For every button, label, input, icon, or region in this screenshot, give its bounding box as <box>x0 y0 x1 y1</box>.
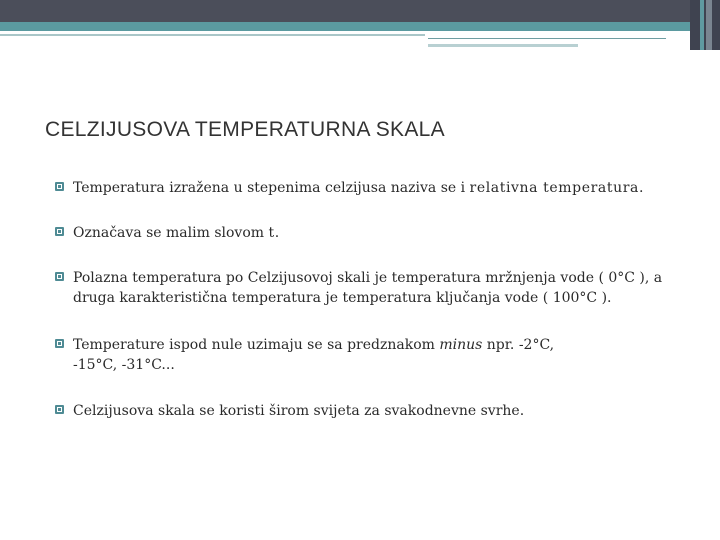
bullet-item <box>55 178 695 198</box>
bullet-item <box>55 223 695 243</box>
checkbox-bullet-icon <box>55 272 64 281</box>
checkbox-bullet-icon <box>55 339 64 348</box>
bullet-text: npr. -2°C, <box>482 337 555 353</box>
bullet-emphasis: relativna temperatura <box>469 180 639 196</box>
bullet-italic: minus <box>439 337 483 353</box>
checkbox-bullet-icon <box>55 405 64 414</box>
bullet-item <box>55 268 695 308</box>
bullet-text-line2: druga karakteristična temperatura je temperatura ključanja vode ( 100°C ). <box>73 290 612 306</box>
bullet-item <box>55 335 695 375</box>
bullet-list <box>55 178 695 421</box>
bullet-end: . <box>274 225 280 241</box>
header-dark-bar <box>0 0 720 22</box>
header-line <box>0 34 425 36</box>
bullet-text: Celzijusova skala se koristi širom svijeta za svakodnevne svrhe. <box>73 403 525 419</box>
bullet-emphasis: t <box>268 225 275 241</box>
checkbox-bullet-icon <box>55 227 64 236</box>
header-right-accent <box>700 0 704 50</box>
bullet-text: Temperatura izražena u stepenima celzijusa naziva se i <box>73 180 470 196</box>
header-teal-bar <box>0 22 700 31</box>
bullet-text: Označava se malim slovom <box>73 225 269 241</box>
bullet-text: Temperature ispod nule uzimaju se sa predznakom <box>73 337 440 353</box>
header-line <box>428 44 578 47</box>
header-right-block <box>690 0 720 50</box>
slide-title: CELZIJUSOVA TEMPERATURNA SKALA <box>45 118 445 141</box>
bullet-item <box>55 401 695 421</box>
bullet-text-line1: Polazna temperatura po Celzijusovoj skali je temperatura mržnjenja vode ( 0°C ), a <box>73 270 663 286</box>
bullet-text-line2: -15°C, -31°C... <box>73 357 175 373</box>
header-line <box>428 38 666 39</box>
checkbox-bullet-icon <box>55 182 64 191</box>
header-right-stripe <box>706 0 712 50</box>
bullet-end: . <box>638 180 644 196</box>
